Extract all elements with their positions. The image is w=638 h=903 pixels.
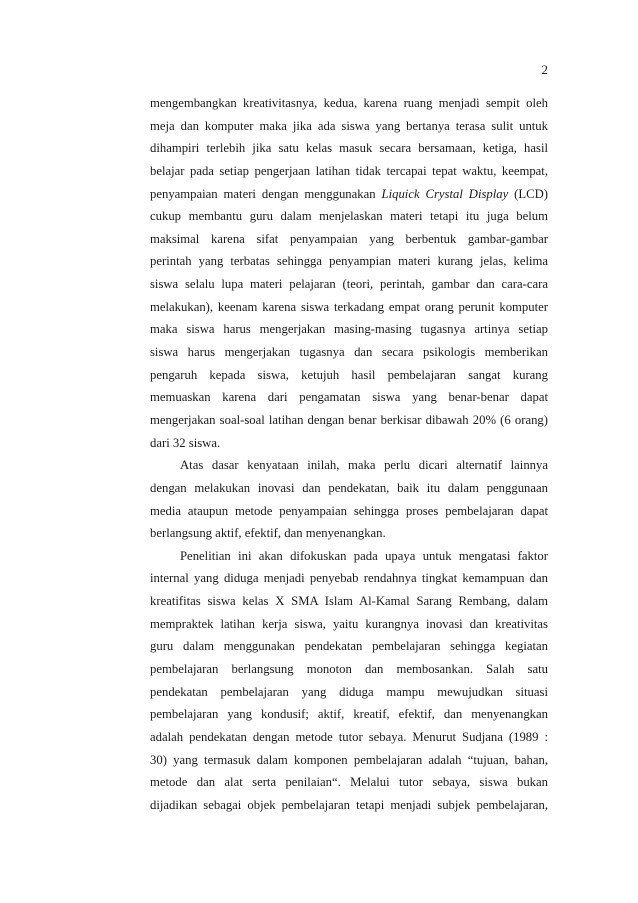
text-line: melakukan), keenam karena siswa terkadang empat orang perunit komputer bbox=[150, 299, 548, 314]
text-line: perintah yang terbatas sehingga penyampian materi kurang jelas, kelima bbox=[150, 254, 548, 269]
text-line: internal yang diduga menjadi penyebab rendahnya tingkat kemampuan dan bbox=[150, 571, 548, 586]
text-line bbox=[150, 183, 548, 206]
text-line: media ataupun metode penyampaian sehingga proses pembelajaran dapat bbox=[150, 503, 548, 518]
page-number: 2 bbox=[541, 62, 548, 77]
text-line: maka siswa harus mengerjakan masing-masing tugasnya artinya setiap bbox=[150, 322, 548, 337]
text-segment: penyampaian materi dengan menggunakan bbox=[150, 186, 382, 201]
text-line: pendekatan pembelajaran yang diduga mampu mewujudkan situasi bbox=[150, 684, 548, 699]
text-line: cukup membantu guru dalam menjelaskan materi tetapi itu juga belum bbox=[150, 209, 548, 224]
text-line: mengerjakan soal-soal latihan dengan benar berkisar dibawah 20% (6 orang) bbox=[150, 412, 548, 427]
text-line: guru dalam menggunakan pendekatan pembelajaran sehingga kegiatan bbox=[150, 639, 548, 654]
text-line: meja dan komputer maka jika ada siswa yang bertanya terasa sulit untuk bbox=[150, 118, 548, 133]
text-line: mempraktek latihan kerja siswa, yaitu kurangnya inovasi dan kreativitas bbox=[150, 616, 548, 631]
text-line: pengaruh kepada siswa, ketujuh hasil pembelajaran sangat kurang bbox=[150, 367, 548, 382]
text-line: maksimal karena sifat penyampaian yang berbentuk gambar-gambar bbox=[150, 231, 548, 246]
text-line: mengembangkan kreativitasnya, kedua, karena ruang menjadi sempit oleh bbox=[150, 96, 548, 110]
italic-term: Liquick Crystal Display bbox=[381, 186, 509, 201]
text-line: adalah pendekatan dengan metode tutor sebaya. Menurut Sudjana (1989 : bbox=[150, 729, 548, 744]
text-line: Penelitian ini akan difokuskan pada upaya untuk mengatasi faktor bbox=[180, 548, 548, 563]
text-line: siswa selalu lupa materi pelajaran (teori, perintah, gambar dan cara-cara bbox=[150, 277, 548, 292]
text-line: berlangsung aktif, efektif, dan menyenangkan. bbox=[150, 526, 386, 541]
text-line: metode dan alat serta penilaian“. Melalui tutor sebaya, siswa bukan bbox=[150, 775, 548, 790]
text-line: belajar pada setiap pengerjaan latihan tidak tercapai tepat waktu, keempat, bbox=[150, 163, 548, 178]
text-segment: (LCD) bbox=[508, 186, 549, 201]
text-line: dengan melakukan inovasi dan pendekatan, baik itu dalam penggunaan bbox=[150, 480, 548, 495]
text-line: memuaskan karena dari pengamatan siswa yang benar-benar dapat bbox=[150, 390, 548, 405]
text-line: 30) yang termasuk dalam komponen pembelajaran adalah “tujuan, bahan, bbox=[150, 752, 548, 767]
body-text bbox=[150, 92, 548, 817]
text-line: siswa harus mengerjakan tugasnya dan secara psikologis memberikan bbox=[150, 345, 548, 360]
text-line: dihampiri terlebih jika satu kelas masuk secara bersamaan, ketiga, hasil bbox=[150, 141, 548, 156]
text-line: dari 32 siswa. bbox=[150, 435, 221, 450]
text-line: pembelajaran berlangsung monoton dan membosankan. Salah satu bbox=[150, 662, 548, 677]
text-line: pembelajaran yang kondusif; aktif, kreatif, efektif, dan menyenangkan bbox=[150, 707, 548, 722]
text-line: kreatifitas siswa kelas X SMA Islam Al-Kamal Sarang Rembang, dalam bbox=[150, 594, 548, 609]
text-line: dijadikan sebagai objek pembelajaran tetapi menjadi subjek pembelajaran, bbox=[150, 797, 548, 812]
text-line: Atas dasar kenyataan inilah, maka perlu dicari alternatif lainnya bbox=[180, 458, 548, 473]
